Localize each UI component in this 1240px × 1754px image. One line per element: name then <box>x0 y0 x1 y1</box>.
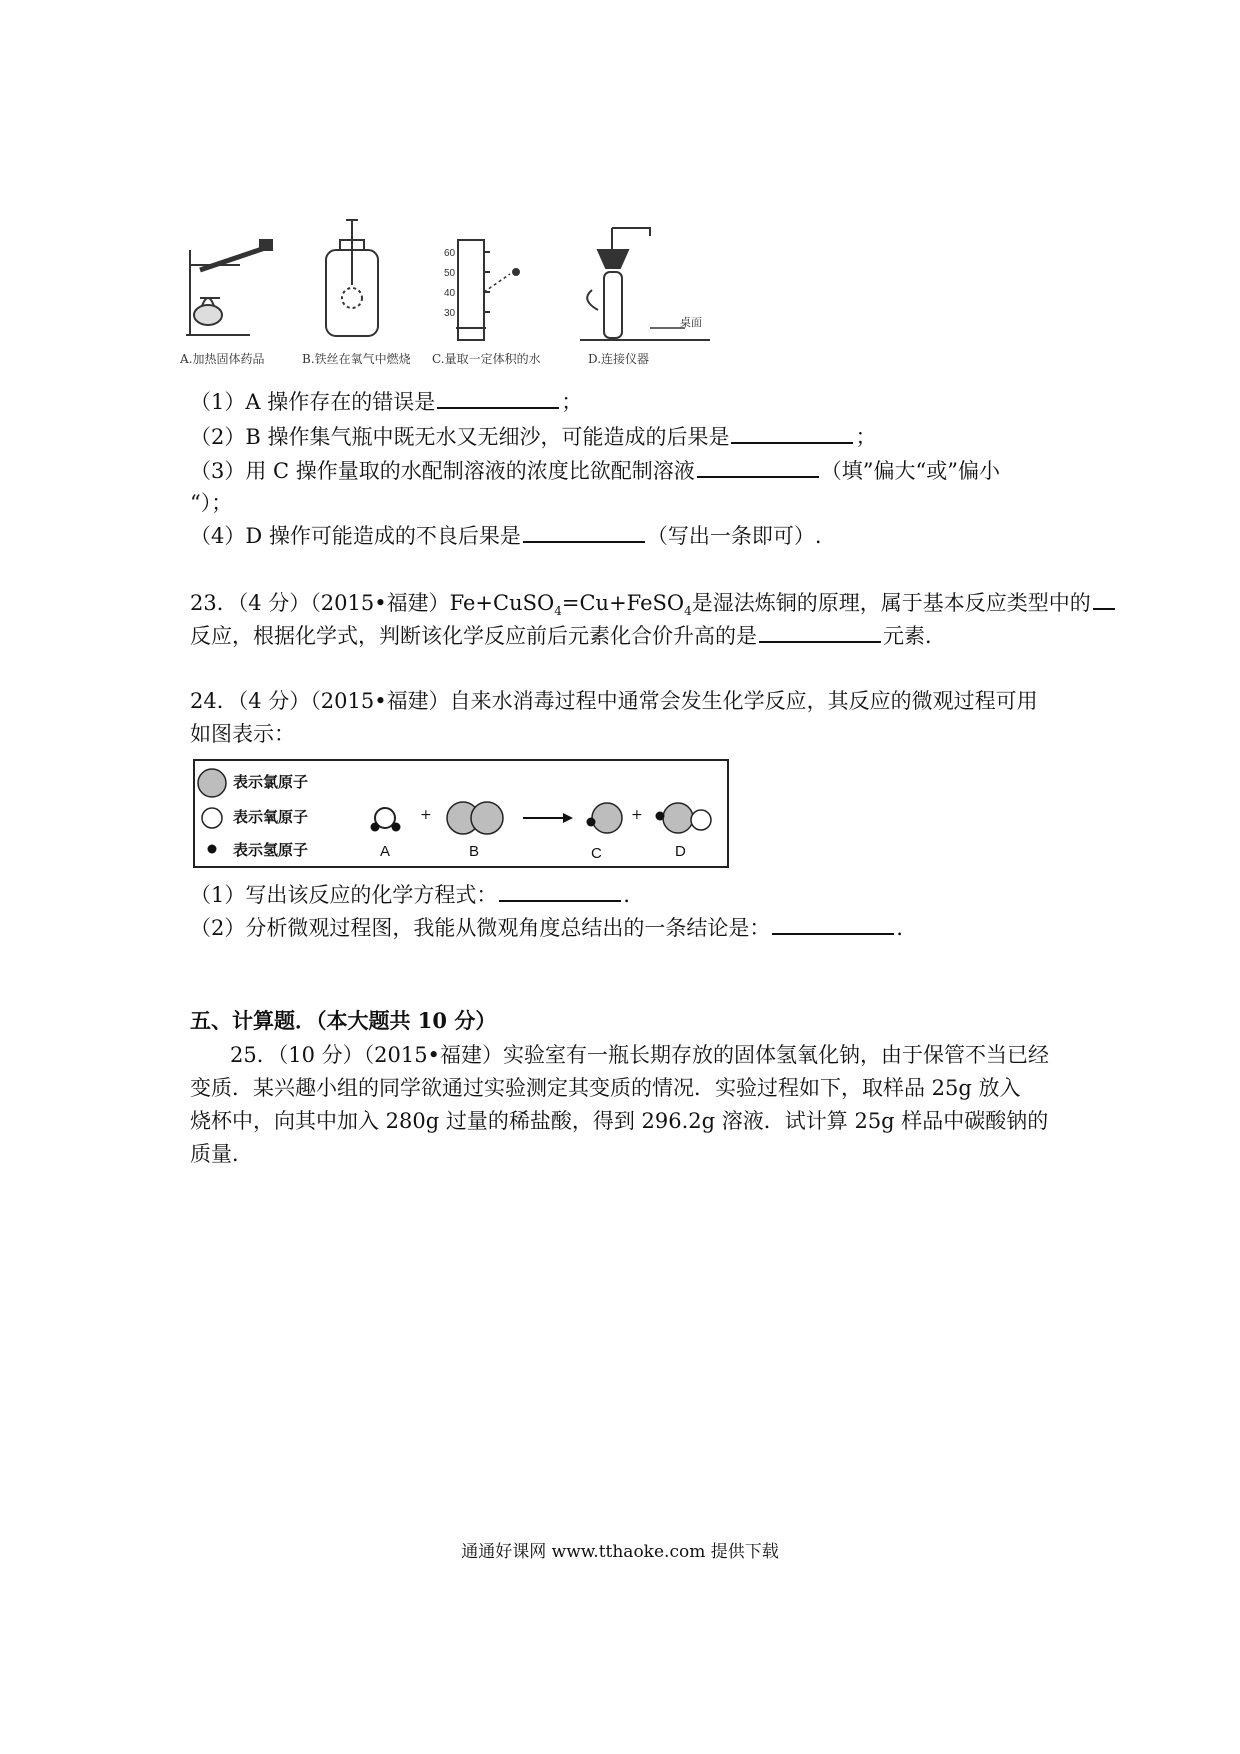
molecule-label-a: A <box>380 843 391 860</box>
apparatus-figure <box>180 210 740 370</box>
answer-blank[interactable] <box>697 456 819 478</box>
q25-line-1: 25．（10 分）（2015•福建）实验室有一瓶长期存放的固体氢氧化钠，由于保管不当已经 <box>230 1043 1049 1067</box>
q22-item-1-text: （1）A 操作存在的错误是 <box>190 390 436 414</box>
q22-item-3 <box>190 456 1000 486</box>
q22-item-1-end: ； <box>561 390 583 414</box>
molecule-d <box>656 803 712 833</box>
cylinder-tick-label: 40 <box>444 288 456 299</box>
molecule-a <box>371 808 401 832</box>
q23-text-d: 反应，根据化学式，判断该化学反应前后元素化合价升高的是 <box>190 624 757 648</box>
section-heading: 五、计算题．（本大题共 10 分） <box>190 1008 497 1033</box>
molecule-label-b: B <box>469 843 480 860</box>
answer-blank[interactable] <box>759 621 881 643</box>
cylinder-tick-label: 30 <box>444 308 456 319</box>
q22-item-3-continued <box>190 488 232 518</box>
molecule-c <box>587 803 623 833</box>
q24-item-2 <box>190 913 917 943</box>
cylinder-tick-label: 50 <box>444 268 456 279</box>
q22-item-4-end: （写出一条即可）. <box>646 524 822 548</box>
molecule-label-d: D <box>675 843 686 860</box>
caption-c: C.量取一定体积的水 <box>432 352 541 366</box>
q25-line-2: 变质．某兴趣小组的同学欲通过实验测定其变质的情况．实验过程如下，取样品 25g 放入 <box>190 1076 1021 1100</box>
legend-chlorine-icon <box>198 769 226 797</box>
reaction-arrow-icon <box>523 813 573 823</box>
caption-a: A.加热固体药品 <box>180 352 265 366</box>
table-label: 桌面 <box>680 317 702 329</box>
molecule-label-c: C <box>591 845 602 862</box>
legend-hydrogen-label: 表示氢原子 <box>233 842 309 859</box>
q22-item-2 <box>190 422 876 452</box>
answer-blank[interactable] <box>1093 588 1115 610</box>
q22-item-4 <box>190 521 822 551</box>
q24-item-2-end: ． <box>896 916 918 940</box>
legend-oxygen-label: 表示氧原子 <box>233 809 309 826</box>
q22-item-3-end: “）； <box>190 491 233 515</box>
q24-line-2 <box>190 719 295 749</box>
answer-blank[interactable] <box>437 387 559 409</box>
q24-item-1 <box>190 880 644 910</box>
subscript: 4 <box>554 604 562 619</box>
q22-item-4-text: （4）D 操作可能造成的不良后果是 <box>190 524 521 548</box>
q25-line-3: 烧杯中，向其中加入 280g 过量的稀盐酸，得到 296.2g 溶液．试计算 25g 样品中碳酸钠的 <box>190 1109 1049 1133</box>
apparatus-b-drawing <box>326 220 378 336</box>
apparatus-c-drawing <box>456 240 519 340</box>
q23-text-a: 23．（4 分）（2015•福建）Fe+CuSO <box>190 591 555 615</box>
q24-item-1-end: ． <box>623 883 645 907</box>
legend-chlorine-label: 表示氯原子 <box>233 774 309 791</box>
q22-item-3-text: （3）用 C 操作量取的水配制溶液的浓度比欲配制溶液 <box>190 459 695 483</box>
molecule-b <box>447 802 503 834</box>
q22-item-2-text: （2）B 操作集气瓶中既无水又无细沙，可能造成的后果是 <box>190 425 730 449</box>
q24-item-1-text: （1）写出该反应的化学方程式： <box>190 883 498 907</box>
legend-oxygen-icon <box>202 808 222 828</box>
q23-text-b: =Cu+FeSO <box>561 591 685 615</box>
plus-sign: + <box>631 807 643 823</box>
q22-item-2-end: ； <box>855 425 877 449</box>
answer-blank[interactable] <box>499 880 621 902</box>
plus-sign: + <box>420 807 432 823</box>
apparatus-a-drawing <box>186 240 272 335</box>
answer-blank[interactable] <box>772 913 894 935</box>
q25-line-4: 质量． <box>190 1142 253 1166</box>
apparatus-drawings <box>180 210 740 370</box>
cylinder-tick-label: 60 <box>444 248 456 259</box>
caption-b: B.铁丝在氧气中燃烧 <box>302 352 411 366</box>
q23-line-2 <box>190 621 946 651</box>
q23-text-c: 是湿法炼铜的原理，属于基本反应类型中的 <box>691 591 1091 615</box>
legend-hydrogen-icon <box>208 845 217 854</box>
q22-item-1 <box>190 387 582 417</box>
answer-blank[interactable] <box>523 521 645 543</box>
q24-item-2-text: （2）分析微观过程图，我能从微观角度总结出的一条结论是： <box>190 916 771 940</box>
q22-item-3-hint: （填”偏大“或”偏小 <box>820 459 1000 483</box>
q24-stem: 24．（4 分）（2015•福建）自来水消毒过程中通常会发生化学反应，其反应的微观过程可用 <box>190 689 1038 713</box>
cylinder-tick-labels <box>444 248 456 319</box>
caption-d: D.连接仪器 <box>588 352 650 366</box>
q24-stem-end: 如图表示： <box>190 722 295 746</box>
subscript: 4 <box>684 604 692 619</box>
page-footer: 通通好课网 www.tthaoke.com 提供下载 <box>461 1542 779 1562</box>
q24-line-1 <box>190 686 1038 716</box>
reaction-diagram <box>193 759 729 868</box>
answer-blank[interactable] <box>731 422 853 444</box>
q23-text-e: 元素． <box>883 624 946 648</box>
